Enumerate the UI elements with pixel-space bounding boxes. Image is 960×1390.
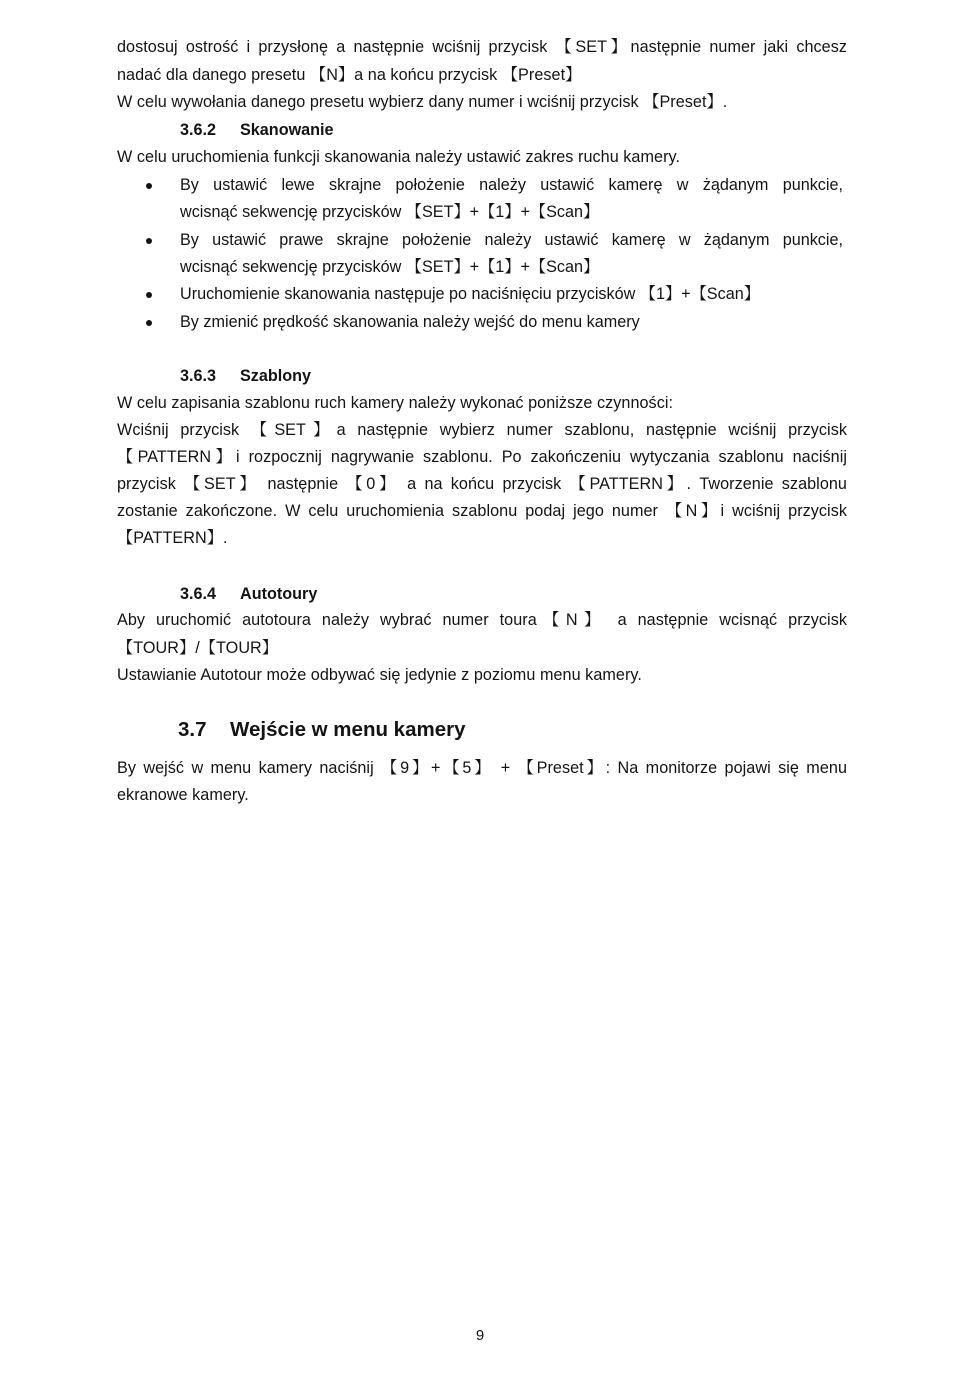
paragraph-line: W celu zapisania szablonu ruch kamery należy wykonać poniższe czynności: (117, 394, 674, 412)
bullet-item-2-line-1: By ustawić prawe skrajne położenie należy ustawić kamerę w żądanym punkcie, (180, 231, 843, 249)
paragraph-line: 【PATTERN】i rozpocznij nagrywanie szablonu. Po zakończeniu wytyczania szablonu naciśnij (117, 448, 847, 466)
paragraph-line: zostanie zakończone. W celu uruchomienia szablonu podaj jego numer 【N】i wciśnij przycisk (117, 502, 847, 520)
paragraph-line: ekranowe kamery. (117, 786, 249, 804)
bullet-item-2-line-2: wcisnąć sekwencję przycisków 【SET】+【1】+【Scan】 (180, 258, 600, 276)
bullet-icon (146, 320, 152, 326)
paragraph-line: przycisk 【SET】 następnie 【0】 a na końcu przycisk 【PATTERN】. Tworzenie szablonu (117, 475, 847, 493)
section-title: Wejście w menu kamery (230, 718, 466, 741)
intro-line-3: W celu wywołania danego presetu wybierz dany numer i wciśnij przycisk 【Preset】. (117, 93, 728, 111)
paragraph-line: By wejść w menu kamery naciśnij 【9】+【5】 + 【Preset】: Na monitorze pojawi się menu (117, 759, 847, 777)
intro-line-2: nadać dla danego presetu 【N】a na końcu przycisk 【Preset】 (117, 66, 582, 84)
bullet-icon (146, 238, 152, 244)
section-number: 3.7 (178, 718, 207, 741)
bullet-item-1-line-1: By ustawić lewe skrajne położenie należy ustawić kamerę w żądanym punkcie, (180, 176, 843, 194)
intro-line-1: dostosuj ostrość i przysłonę a następnie wciśnij przycisk 【SET】następnie numer jaki chcesz (117, 38, 847, 56)
section-heading-3-7 (178, 718, 466, 742)
section-heading-3-6-2 (180, 120, 334, 140)
bullet-item-1-line-2: wcisnąć sekwencję przycisków 【SET】+【1】+【Scan】 (180, 203, 600, 221)
bullet-item-3: Uruchomienie skanowania następuje po naciśnięciu przycisków 【1】+【Scan】 (180, 285, 760, 303)
bullet-icon (146, 292, 152, 298)
section-title: Skanowanie (240, 121, 334, 139)
section-title: Szablony (240, 367, 312, 385)
section-lead: W celu uruchomienia funkcji skanowania należy ustawić zakres ruchu kamery. (117, 148, 681, 166)
paragraph-line: Wciśnij przycisk 【SET】a następnie wybierz numer szablonu, następnie wciśnij przycisk (117, 421, 847, 439)
section-number: 3.6.4 (180, 585, 217, 603)
paragraph-line: Aby uruchomić autotoura należy wybrać numer toura【N】 a następnie wcisnąć przycisk (117, 611, 847, 629)
paragraph-line: Ustawianie Autotour może odbywać się jedynie z poziomu menu kamery. (117, 666, 642, 684)
bullet-icon (146, 183, 152, 189)
paragraph-line: 【TOUR】/【TOUR】 (117, 639, 279, 657)
section-title: Autotoury (240, 585, 318, 603)
section-number: 3.6.3 (180, 367, 217, 385)
section-heading-3-6-3 (180, 366, 311, 386)
bullet-item-4: By zmienić prędkość skanowania należy wejść do menu kamery (180, 313, 640, 331)
page-number: 9 (475, 1327, 485, 1344)
paragraph-line: 【PATTERN】. (117, 529, 228, 547)
section-number: 3.6.2 (180, 121, 217, 139)
section-heading-3-6-4 (180, 584, 317, 604)
